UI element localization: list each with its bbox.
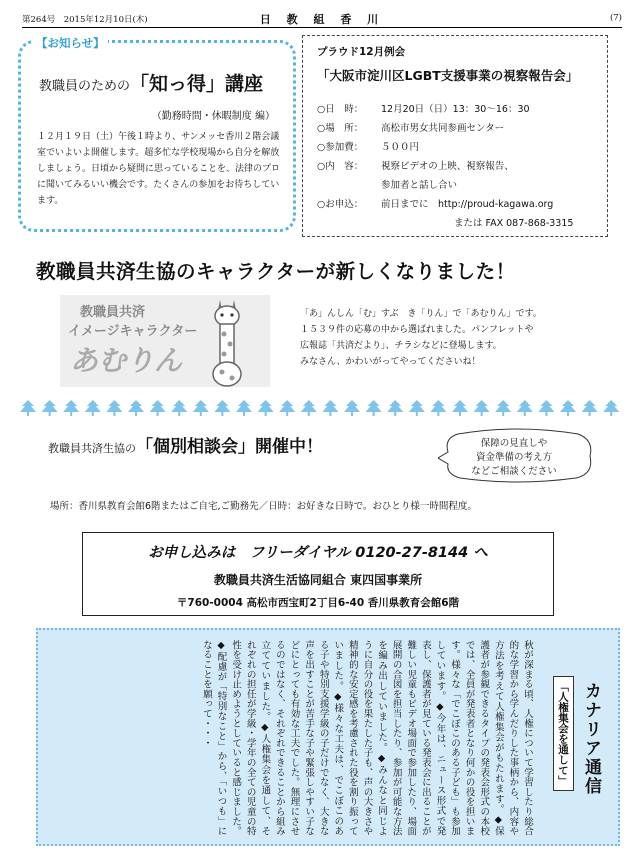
proud-url[interactable]: 前日までに http://proud-kagawa.org	[381, 199, 554, 210]
page-number: (7)	[609, 13, 622, 23]
notice-tag: 【お知らせ】	[33, 35, 108, 51]
tree-icon	[582, 400, 598, 416]
office-name: 教職員共済生活協同組合 東四国事業所	[213, 573, 423, 587]
notice-title	[39, 69, 263, 96]
proud-subtitle: 「大阪市淀川区LGBT支援事業の視察報告会」	[317, 68, 579, 83]
canaria-body: 秋が深まる頃、人権について学習したり総合的な学習から学んだりした事柄から、内容や方法を考えて人権集会がもたれます。◆保護者が参観できるタイプの発表会形式の本校では、全員が発表者となり何かの役を担います。様々な「でこぼこのある子ども」も参加しています。◆今年は、ニュース形式で発表し、保護者が見ている発表会に出ることが難しい児童もビデオ場面で参加したり、場面展開の合図を担当したり、参加が可能な方法を編み出していました。◆みんなと同じように自分の役を果たした子も、声の大きさや精神的な安定感を考慮された役を割り振っていました。◆様々な工夫は、でこぼこのある子や特別支援学級の子だけでなく、大きな声を出すことが苦手な子や緊張しやすい子などにとっても有効な工夫でした。無理にさせるのではなく、それぞれできることから組み立てていました。◆人権集会を通して、それぞれの担任が学級・学年の全ての児童の特性を受け止めようとしていると感じました。◆配慮が「特別なこと」から、「いつも」になることを願って・・・	[200, 640, 533, 836]
tree-icon	[474, 400, 490, 416]
notice-title-big: 「知っ得」講座	[130, 73, 264, 95]
tree-icon	[193, 400, 209, 416]
notice-box	[18, 36, 296, 232]
proud-fax: または FAX 087-868-3315	[454, 218, 574, 229]
tree-divider	[18, 400, 622, 416]
page-header	[22, 10, 622, 28]
proud-row: ○お申込： 前日までに http://proud-kagawa.org	[317, 195, 607, 214]
tree-icon	[517, 400, 533, 416]
tree-icon	[366, 400, 382, 416]
tree-icon	[603, 400, 619, 416]
issue-date: 第264号 2015年12月10日(木)	[22, 15, 148, 25]
consultation-big: 「個別相談会」開催中！	[136, 437, 323, 457]
tree-icon	[409, 400, 425, 416]
canaria-subtitle: 「人権集会を通して」	[553, 676, 574, 791]
tree-icon	[20, 400, 36, 416]
tree-icon	[495, 400, 511, 416]
consultation-place: 場所：香川県教育会館6階またはご自宅,ご勤務先／日時：お好きな日時で。おひとり様一時間程度。	[50, 501, 477, 512]
character-headline: 教職員共済生協のキャラクターが新しくなりました！	[36, 260, 516, 283]
tree-icon	[63, 400, 79, 416]
tree-icon	[128, 400, 144, 416]
proud-row: ○参加費： ５００円	[317, 142, 420, 153]
tree-icon	[322, 400, 338, 416]
notice-title-pre: 教職員のための	[39, 79, 131, 94]
consultation-title	[48, 432, 323, 457]
proud-box	[302, 35, 608, 237]
canaria-column	[36, 628, 620, 846]
character-description: 「あ」んしん「む」すぶ き「りん」で「あむりん」です。 １５３９件の応募の中から選ばれました。パンフレットや 広報誌「共済だより」、チラシなどに登場します。 みなさん、かわいがってやってくださいね！	[300, 309, 542, 367]
tree-icon	[430, 400, 446, 416]
tree-icon	[214, 400, 230, 416]
canaria-title: カナリア通信	[581, 682, 601, 796]
tree-icon	[85, 400, 101, 416]
notice-subtitle: （勤務時間・休暇制度 編）	[151, 111, 275, 122]
tree-icon	[236, 400, 252, 416]
proud-title: プラウド12月例会	[317, 46, 406, 58]
proud-row: 参加者と話し合い	[381, 180, 458, 191]
proud-row: ○内 容： 視察ビデオの上映、視察報告、	[317, 161, 514, 172]
logo-line-1: 教職員共済	[80, 305, 146, 320]
logo-line-3: あむりん	[70, 344, 183, 377]
tree-icon	[560, 400, 576, 416]
tree-icon	[279, 400, 295, 416]
free-dial: お申し込みは フリーダイヤル 0120-27-8144 へ	[148, 545, 488, 561]
tree-icon	[171, 400, 187, 416]
tree-icon	[301, 400, 317, 416]
tree-icon	[538, 400, 554, 416]
proud-details	[317, 100, 607, 233]
newsletter-name: 日 教 組 香 川	[259, 13, 385, 26]
consultation-pre: 教職員共済生協の	[48, 442, 136, 455]
proud-row: ○場 所： 高松市男女共同参画センター	[317, 123, 505, 134]
tree-icon	[344, 400, 360, 416]
tree-icon	[452, 400, 468, 416]
giraffe-mascot-icon	[210, 296, 246, 388]
speech-bubble-text: 保障の見直しや 資金準備の考え方 などご相談ください	[471, 438, 557, 477]
proud-row: ○日 時： 12月20日（日）13：30～16：30	[317, 104, 530, 115]
tree-icon	[106, 400, 122, 416]
tree-icon	[42, 400, 58, 416]
apply-box	[82, 532, 554, 616]
notice-body: １２月１９日（土）午後１時より、サンメッセ香川２階会議室でいよいよ開催します。超多忙な学校現場から自分を解放しましょう。日頃から疑問に思っていることを、法律のプロに聞いてみるいい機会です。たくさんの参加をお待ちしています。	[37, 132, 281, 206]
tree-icon	[387, 400, 403, 416]
office-address: 〒760-0004 高松市西宝町2丁目6-40 香川県教育会館6階	[176, 597, 460, 609]
logo-line-2: イメージキャラクター	[68, 324, 198, 339]
tree-icon	[150, 400, 166, 416]
tree-icon	[258, 400, 274, 416]
